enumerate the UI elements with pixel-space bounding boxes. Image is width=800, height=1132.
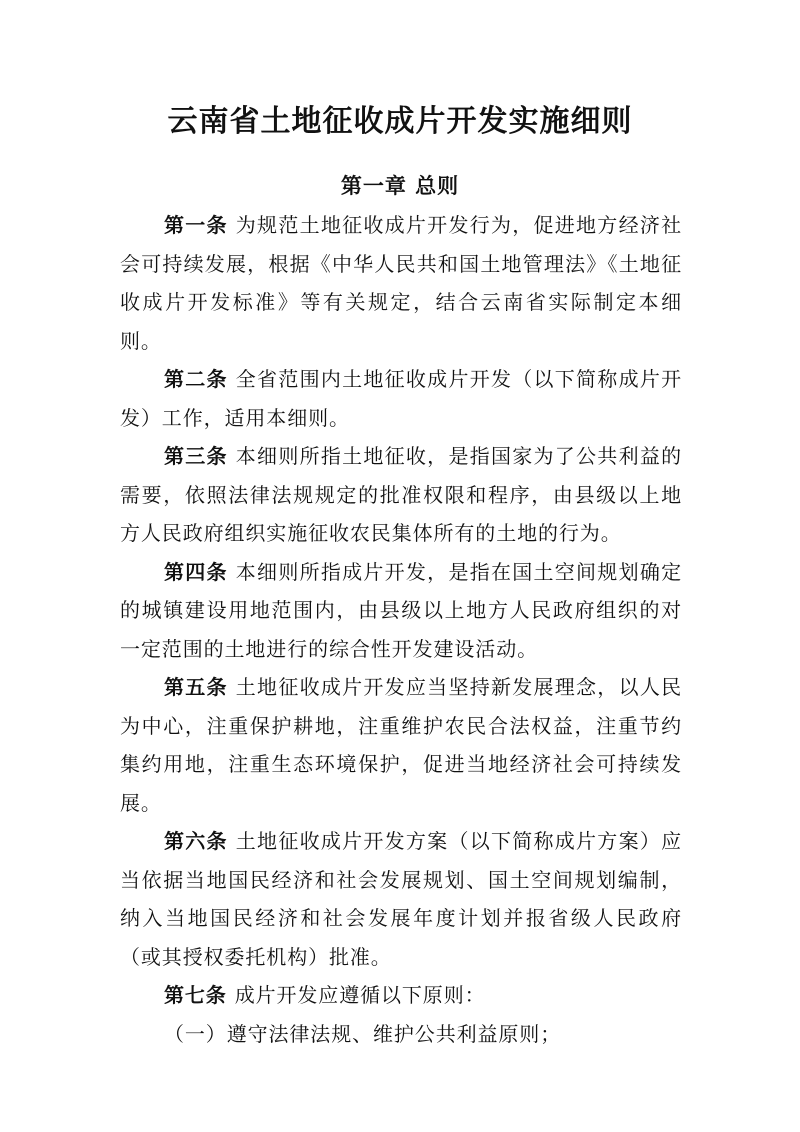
article-label: 第六条 (164, 829, 228, 853)
document-title: 云南省土地征收成片开发实施细则 (167, 104, 633, 139)
article-1 (120, 206, 682, 360)
article-text: 全省范围内土地征收成片开发（以下简称成片开发）工作，适用本细则。 (120, 367, 682, 430)
article-text: 本细则所指土地征收，是指国家为了公共利益的需要，依照法律法规规定的批准权限和程序，由县级以上地方人民政府组织实施征收农民集体所有的土地的行为。 (120, 444, 682, 545)
article-label: 第七条 (164, 983, 227, 1007)
article-label: 第四条 (164, 559, 228, 584)
article-label: 第五条 (164, 675, 228, 699)
article-label: 第三条 (164, 444, 228, 468)
article-2 (120, 360, 682, 437)
article-text: 土地征收成片开发方案（以下简称成片方案）应当依据当地国民经济和社会发展规划、国土空间规划编制，纳入当地国民经济和社会发展年度计划并报省级人民政府（或其授权委托机构）批准。 (120, 829, 682, 969)
article-label: 第二条 (164, 367, 228, 391)
article-3 (120, 437, 682, 553)
article-text: 为规范土地征收成片开发行为，促进地方经济社会可持续发展，根据《中华人民共和国土地管理法》《土地征收成片开发标准》等有关规定，结合云南省实际制定本细则。 (120, 213, 682, 353)
principle-item-1: （一）遵守法律法规、维护公共利益原则； (164, 1021, 562, 1046)
document-body (120, 206, 682, 1053)
article-text: 成片开发应遵循以下原则： (234, 983, 486, 1007)
article-text: 土地征收成片开发应当坚持新发展理念，以人民为中心，注重保护耕地，注重维护农民合法权益，注重节约集约用地，注重生态环境保护，促进当地经济社会可持续发展。 (120, 675, 682, 815)
article-5 (120, 668, 682, 822)
chapter-heading: 第一章 总则 (340, 173, 460, 198)
article-4 (120, 553, 682, 669)
article-6 (120, 822, 682, 976)
article-label: 第一条 (164, 213, 228, 237)
article-7 (120, 976, 682, 1015)
article-text: 本细则所指成片开发，是指在国土空间规划确定的城镇建设用地范围内，由县级以上地方人民政府组织的对一定范围的土地进行的综合性开发建设活动。 (120, 559, 682, 661)
